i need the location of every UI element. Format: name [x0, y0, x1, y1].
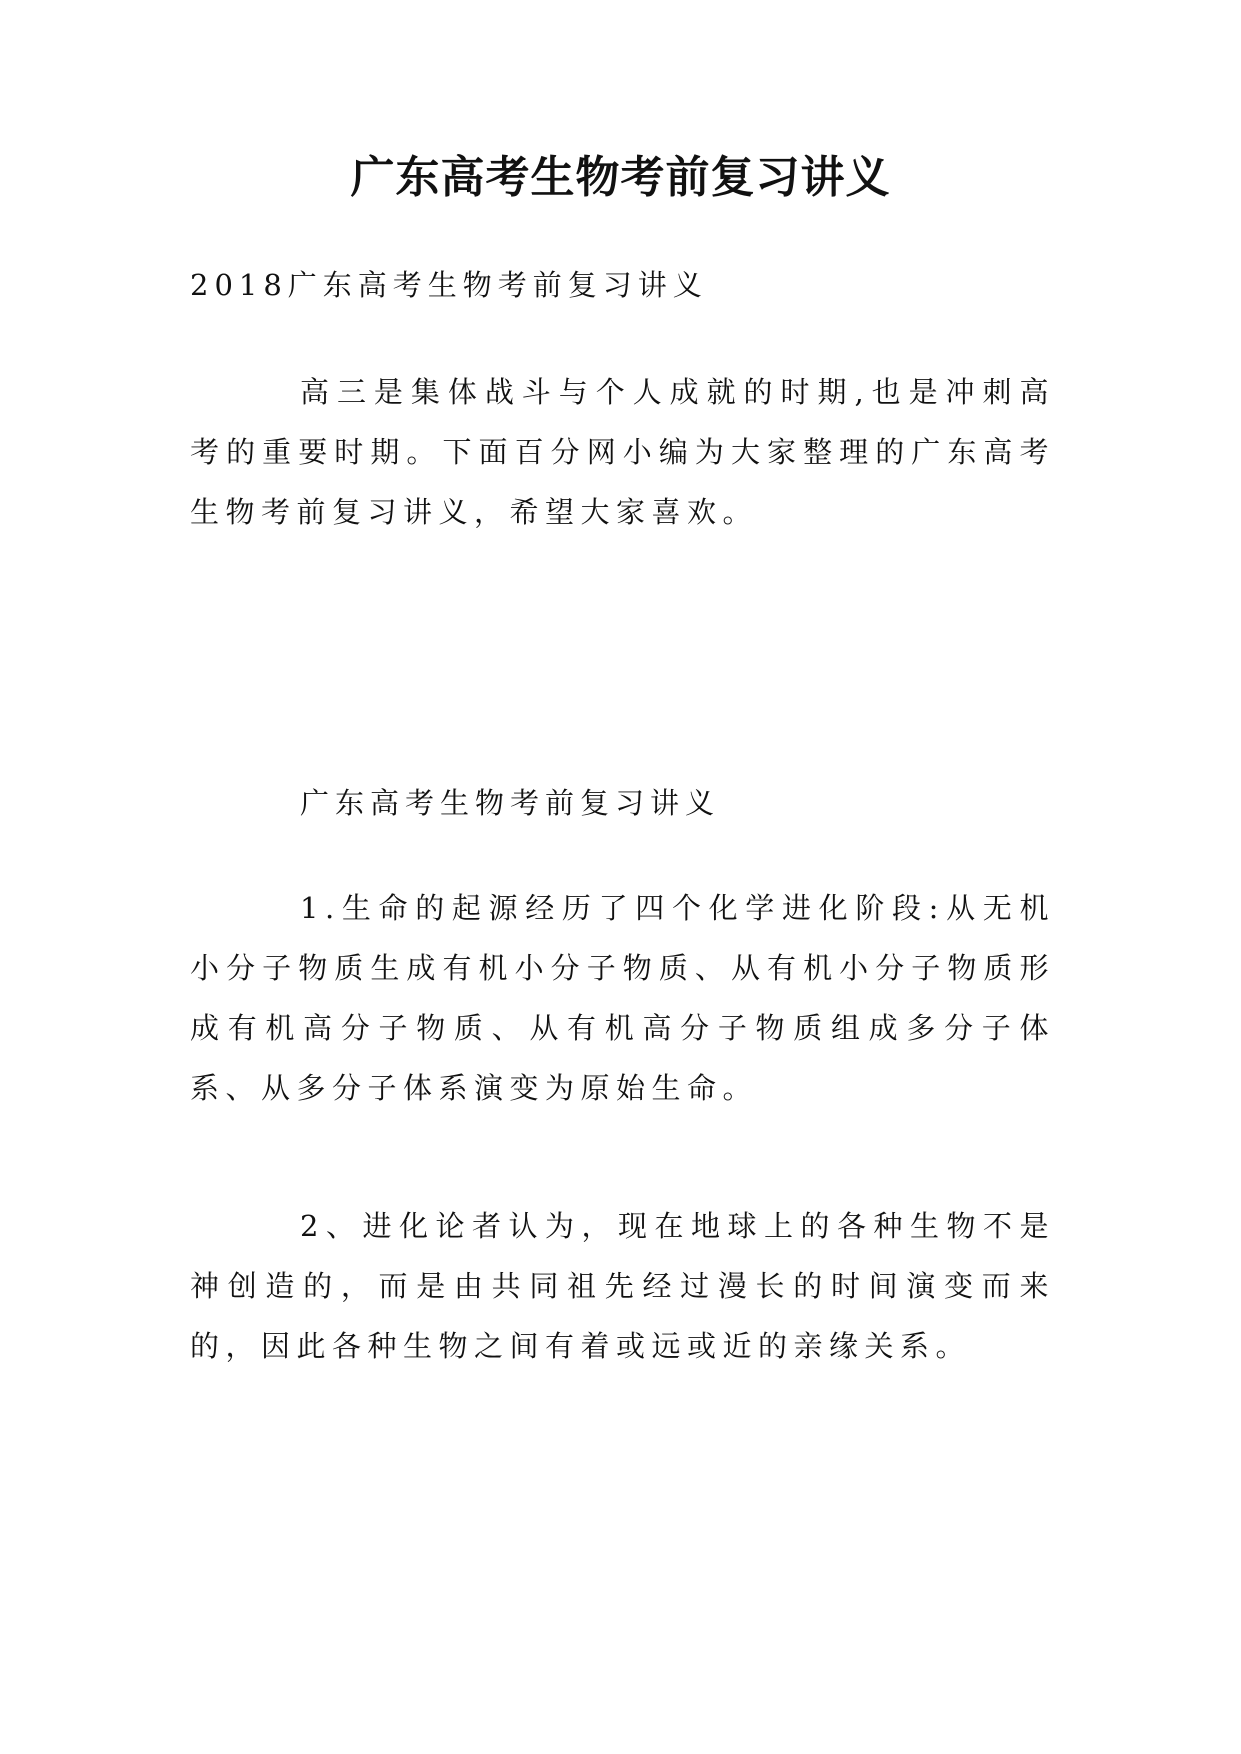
- point-paragraph-2: 2、进化论者认为，现在地球上的各种生物不是神创造的，而是由共同祖先经过漫长的时间演变而来的，因此各种生物之间有着或远或近的亲缘关系。: [190, 1209, 1055, 1363]
- document-subtitle: 2018广东高考生物考前复习讲义: [190, 268, 708, 302]
- section-heading: 广东高考生物考前复习讲义: [300, 786, 721, 820]
- document-title: 广东高考生物考前复习讲义: [350, 152, 891, 203]
- intro-paragraph: 高三是集体战斗与个人成就的时期,也是冲刺高考的重要时期。下面百分网小编为大家整理的广东高考生物考前复习讲义，希望大家喜欢。: [190, 375, 1055, 529]
- point-paragraph-1: 1.生命的起源经历了四个化学进化阶段:从无机小分子物质生成有机小分子物质、从有机小分子物质形成有机高分子物质、从有机高分子物质组成多分子体系、从多分子体系演变为原始生命。: [190, 891, 1055, 1105]
